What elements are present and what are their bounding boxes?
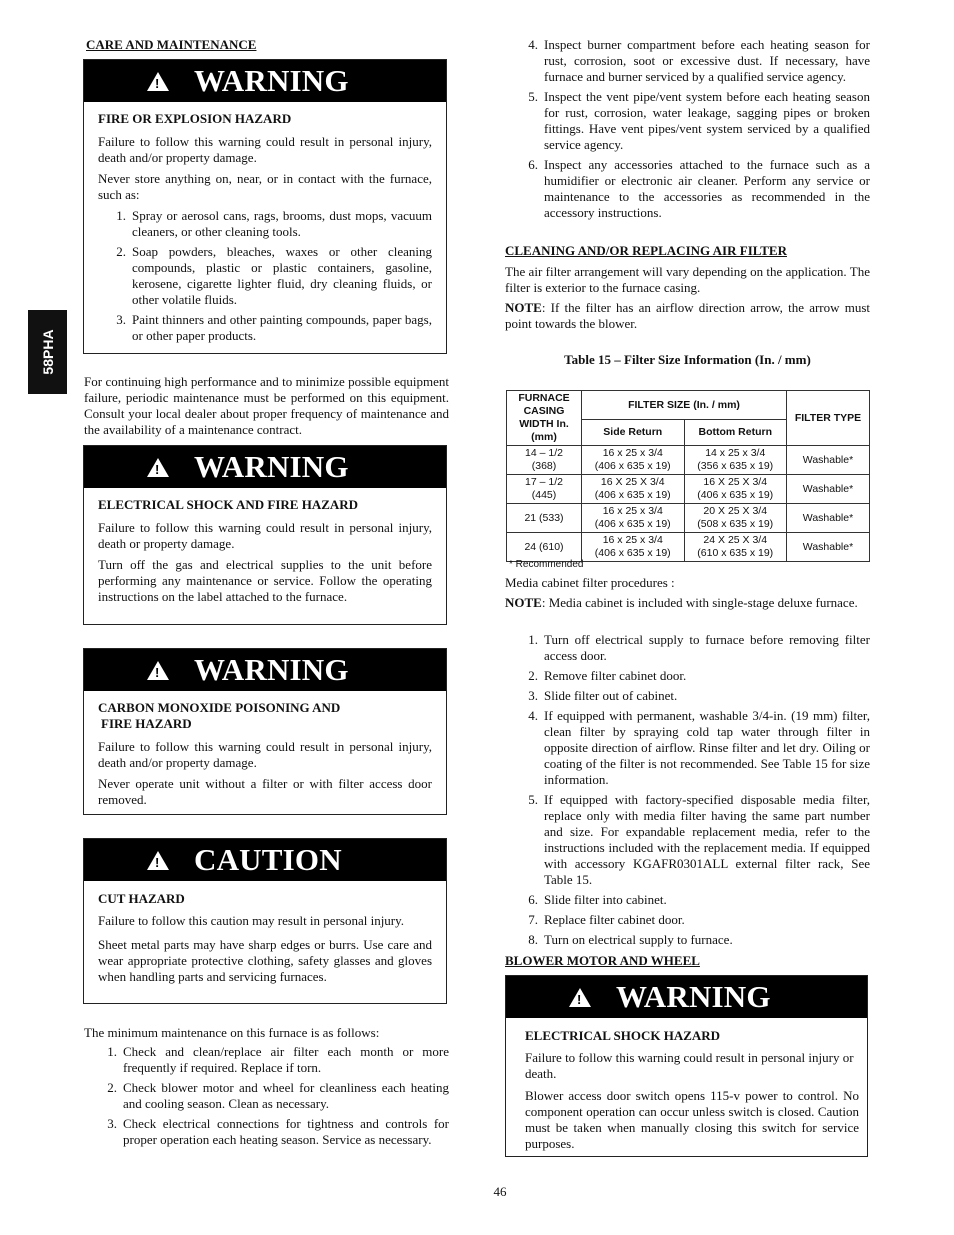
media-note: NOTE: Media cabinet is included with single-stage deluxe furnace.	[505, 595, 858, 610]
warning-banner	[506, 976, 867, 1018]
caution-label: CAUTION	[194, 842, 342, 877]
warning-box-electrical	[83, 445, 447, 625]
note-label: NOTE	[505, 595, 542, 610]
list-item: 1. Spray or aerosol cans, rags, brooms, dust mops, vacuum cleaners, or other cleaning tools.	[116, 208, 432, 239]
warning-text: Failure to follow this warning could result in personal injury, death and/or property damage.	[98, 739, 432, 770]
warning-label: WARNING	[194, 449, 349, 484]
list-item: 8. Turn on electrical supply to furnace.	[528, 932, 733, 947]
caution-banner	[84, 839, 446, 881]
list-item: 4. Inspect burner compartment before each heating season for rust, corrosion, soot or excessive dust. If necessary, have furnace and burner serviced by a qualified service agency.	[528, 37, 870, 84]
warning-triangle-icon: !	[569, 988, 591, 1007]
media-procedure-list	[518, 632, 870, 952]
hazard-title: FIRE HAZARD	[101, 716, 192, 731]
list-item: 3. Check electrical connections for tightness and controls for proper operation each heating season. Service as necessary.	[107, 1116, 449, 1147]
table-row: 17 – 1/2 (445) 16 X 25 X 3/4 (406 x 635 x 19) 16 X 25 X 3/4 (406 x 635 x 19) Washable*	[507, 475, 870, 504]
table-footnote: * Recommended	[509, 559, 584, 570]
filter-paragraph: The air filter arrangement will vary depending on the application. The filter is exterior to the furnace casing.	[505, 264, 870, 295]
warning-text: Failure to follow this warning could result in personal injury, death and/or property damage.	[98, 134, 432, 165]
warning-box-fire	[83, 59, 447, 354]
warning-triangle-icon: !	[147, 661, 169, 680]
list-item: 1. Turn off electrical supply to furnace before removing filter access door.	[528, 632, 870, 663]
list-item: 6. Slide filter into cabinet.	[528, 892, 667, 907]
table-header-side-return: Side Return	[582, 420, 685, 446]
table-row: 24 (610) 16 x 25 x 3/4 (406 x 635 x 19) 24 X 25 X 3/4 (610 x 635 x 19) Washable*	[507, 533, 870, 562]
section-heading-blower: BLOWER MOTOR AND WHEEL	[505, 953, 700, 968]
page-number: 46	[493, 1184, 507, 1199]
table-caption: Table 15 – Filter Size Information (In. / mm)	[564, 352, 811, 367]
caution-text: Failure to follow this caution may result in personal injury.	[98, 913, 405, 928]
list-item: 3. Slide filter out of cabinet.	[528, 688, 678, 703]
warning-box-carbon-monoxide	[83, 648, 447, 815]
list-item: 3. Paint thinners and other painting compounds, paper bags, or other paper products.	[116, 312, 432, 343]
hazard-title: ELECTRICAL SHOCK AND FIRE HAZARD	[98, 497, 359, 512]
warning-text: Never store anything on, near, or in contact with the furnace, such as:	[98, 171, 432, 202]
hazard-title: CARBON MONOXIDE POISONING AND	[98, 700, 341, 715]
table-header-bottom-return: Bottom Return	[684, 420, 787, 446]
list-item: 6. Inspect any accessories attached to the furnace such as a humidifier or electronic air cleaner. Perform any service or maintenance to the accessories as recommended in the accessory instructions.	[528, 157, 870, 220]
side-tab-label: 58PHA	[39, 329, 56, 375]
warning-text: Blower access door switch opens 115-v power to control. No component operation can occur unless switch is closed. Caution must be taken when manually closing this switch for service purposes.	[525, 1088, 859, 1151]
table-header-width: FURNACE CASING WIDTH In. (mm)	[507, 391, 582, 446]
warning-banner	[84, 60, 446, 102]
warning-label: WARNING	[616, 979, 771, 1014]
list-item: 1. Check and clean/replace air filter each month or more frequently if required. Replace if torn.	[107, 1044, 449, 1075]
warning-text: Never operate unit without a filter or with filter access door removed.	[98, 776, 432, 807]
warning-triangle-icon: !	[147, 458, 169, 477]
caution-triangle-icon: !	[147, 851, 169, 870]
note-label: NOTE	[505, 300, 542, 315]
warning-label: WARNING	[194, 652, 349, 687]
hazard-title: FIRE OR EXPLOSION HAZARD	[98, 111, 292, 126]
media-intro: Media cabinet filter procedures :	[505, 575, 675, 590]
side-tab	[28, 310, 67, 394]
list-item: 2. Soap powders, bleaches, waxes or other cleaning compounds, plastic or plastic containers, gasoline, kerosene, cigarette lighter fluid, dry cleaning fluids, or other volatile fluids.	[116, 244, 432, 307]
caution-text: Sheet metal parts may have sharp edges or burrs. Use care and wear appropriate protective clothing, safety glasses and gloves when handling parts and servicing furnaces.	[98, 937, 432, 984]
table-header-filter-type: FILTER TYPE	[787, 391, 870, 446]
hazard-title: CUT HAZARD	[98, 891, 185, 906]
table-header-filter-size: FILTER SIZE (In. / mm)	[582, 391, 787, 420]
warning-banner	[84, 649, 446, 691]
list-item: 2. Remove filter cabinet door.	[528, 668, 687, 683]
list-item: 4. If equipped with permanent, washable 3/4-in. (19 mm) filter, clean filter by spraying cold tap water through filter in opposite direction of airflow. Rinse filter and let dry. Oiling or coating of the filter is not recommended. See Table 15 for size information.	[528, 708, 870, 787]
list-item: 7. Replace filter cabinet door.	[528, 912, 685, 927]
hazard-title: ELECTRICAL SHOCK HAZARD	[525, 1028, 721, 1043]
warning-text: Turn off the gas and electrical supplies to the unit before performing any maintenance or service. Follow the operating instructions on the label attached to the furnace.	[98, 557, 432, 604]
filter-note: NOTE: If the filter has an airflow direction arrow, the arrow must point towards the blower.	[505, 300, 870, 331]
table-row: 21 (533) 16 x 25 x 3/4 (406 x 635 x 19) 20 X 25 X 3/4 (508 x 635 x 19) Washable*	[507, 504, 870, 533]
filter-size-table	[506, 390, 870, 562]
warning-text: Failure to follow this warning could result in personal injury or death.	[525, 1050, 854, 1081]
list-item: 2. Check blower motor and wheel for cleanliness each heating and cooling season. Clean as necessary.	[107, 1080, 449, 1111]
warning-list	[106, 208, 432, 344]
maintenance-list-continued	[518, 37, 870, 225]
table-row: 14 – 1/2 (368) 16 x 25 x 3/4 (406 x 635 x 19) 14 x 25 x 3/4 (356 x 635 x 19) Washable*	[507, 446, 870, 475]
warning-label: WARNING	[194, 63, 349, 98]
section-heading-care: CARE AND MAINTENANCE	[86, 37, 257, 52]
intro-paragraph: For continuing high performance and to minimize possible equipment failure, periodic maintenance must be performed on this equipment. Consult your local dealer about proper frequency of maintenance and the availability of a maintenance contract.	[84, 374, 449, 437]
warning-triangle-icon: !	[147, 72, 169, 91]
list-item: 5. Inspect the vent pipe/vent system before each heating season for rust, corrosion, water leakage, sagging pipes or broken fittings. Have vent pipes/vent system serviced by a qualified service agency.	[528, 89, 870, 152]
warning-banner	[84, 446, 446, 488]
warning-box-electrical-shock	[505, 975, 868, 1157]
min-maintenance-list	[97, 1044, 449, 1152]
section-heading-air-filter: CLEANING AND/OR REPLACING AIR FILTER	[505, 243, 787, 258]
list-item: 5. If equipped with factory-specified disposable media filter, replace only with media filter having the same part number and size. For expandable replacement media, refer to the instructions included with the replacement media. If equipped with accessory KGAFR0301ALL external filter rack, See Table 15.	[528, 792, 870, 887]
warning-text: Failure to follow this warning could result in personal injury, death or property damage.	[98, 520, 432, 551]
min-maintenance-intro: The minimum maintenance on this furnace is as follows:	[84, 1025, 380, 1040]
caution-box-cut	[83, 838, 447, 1004]
